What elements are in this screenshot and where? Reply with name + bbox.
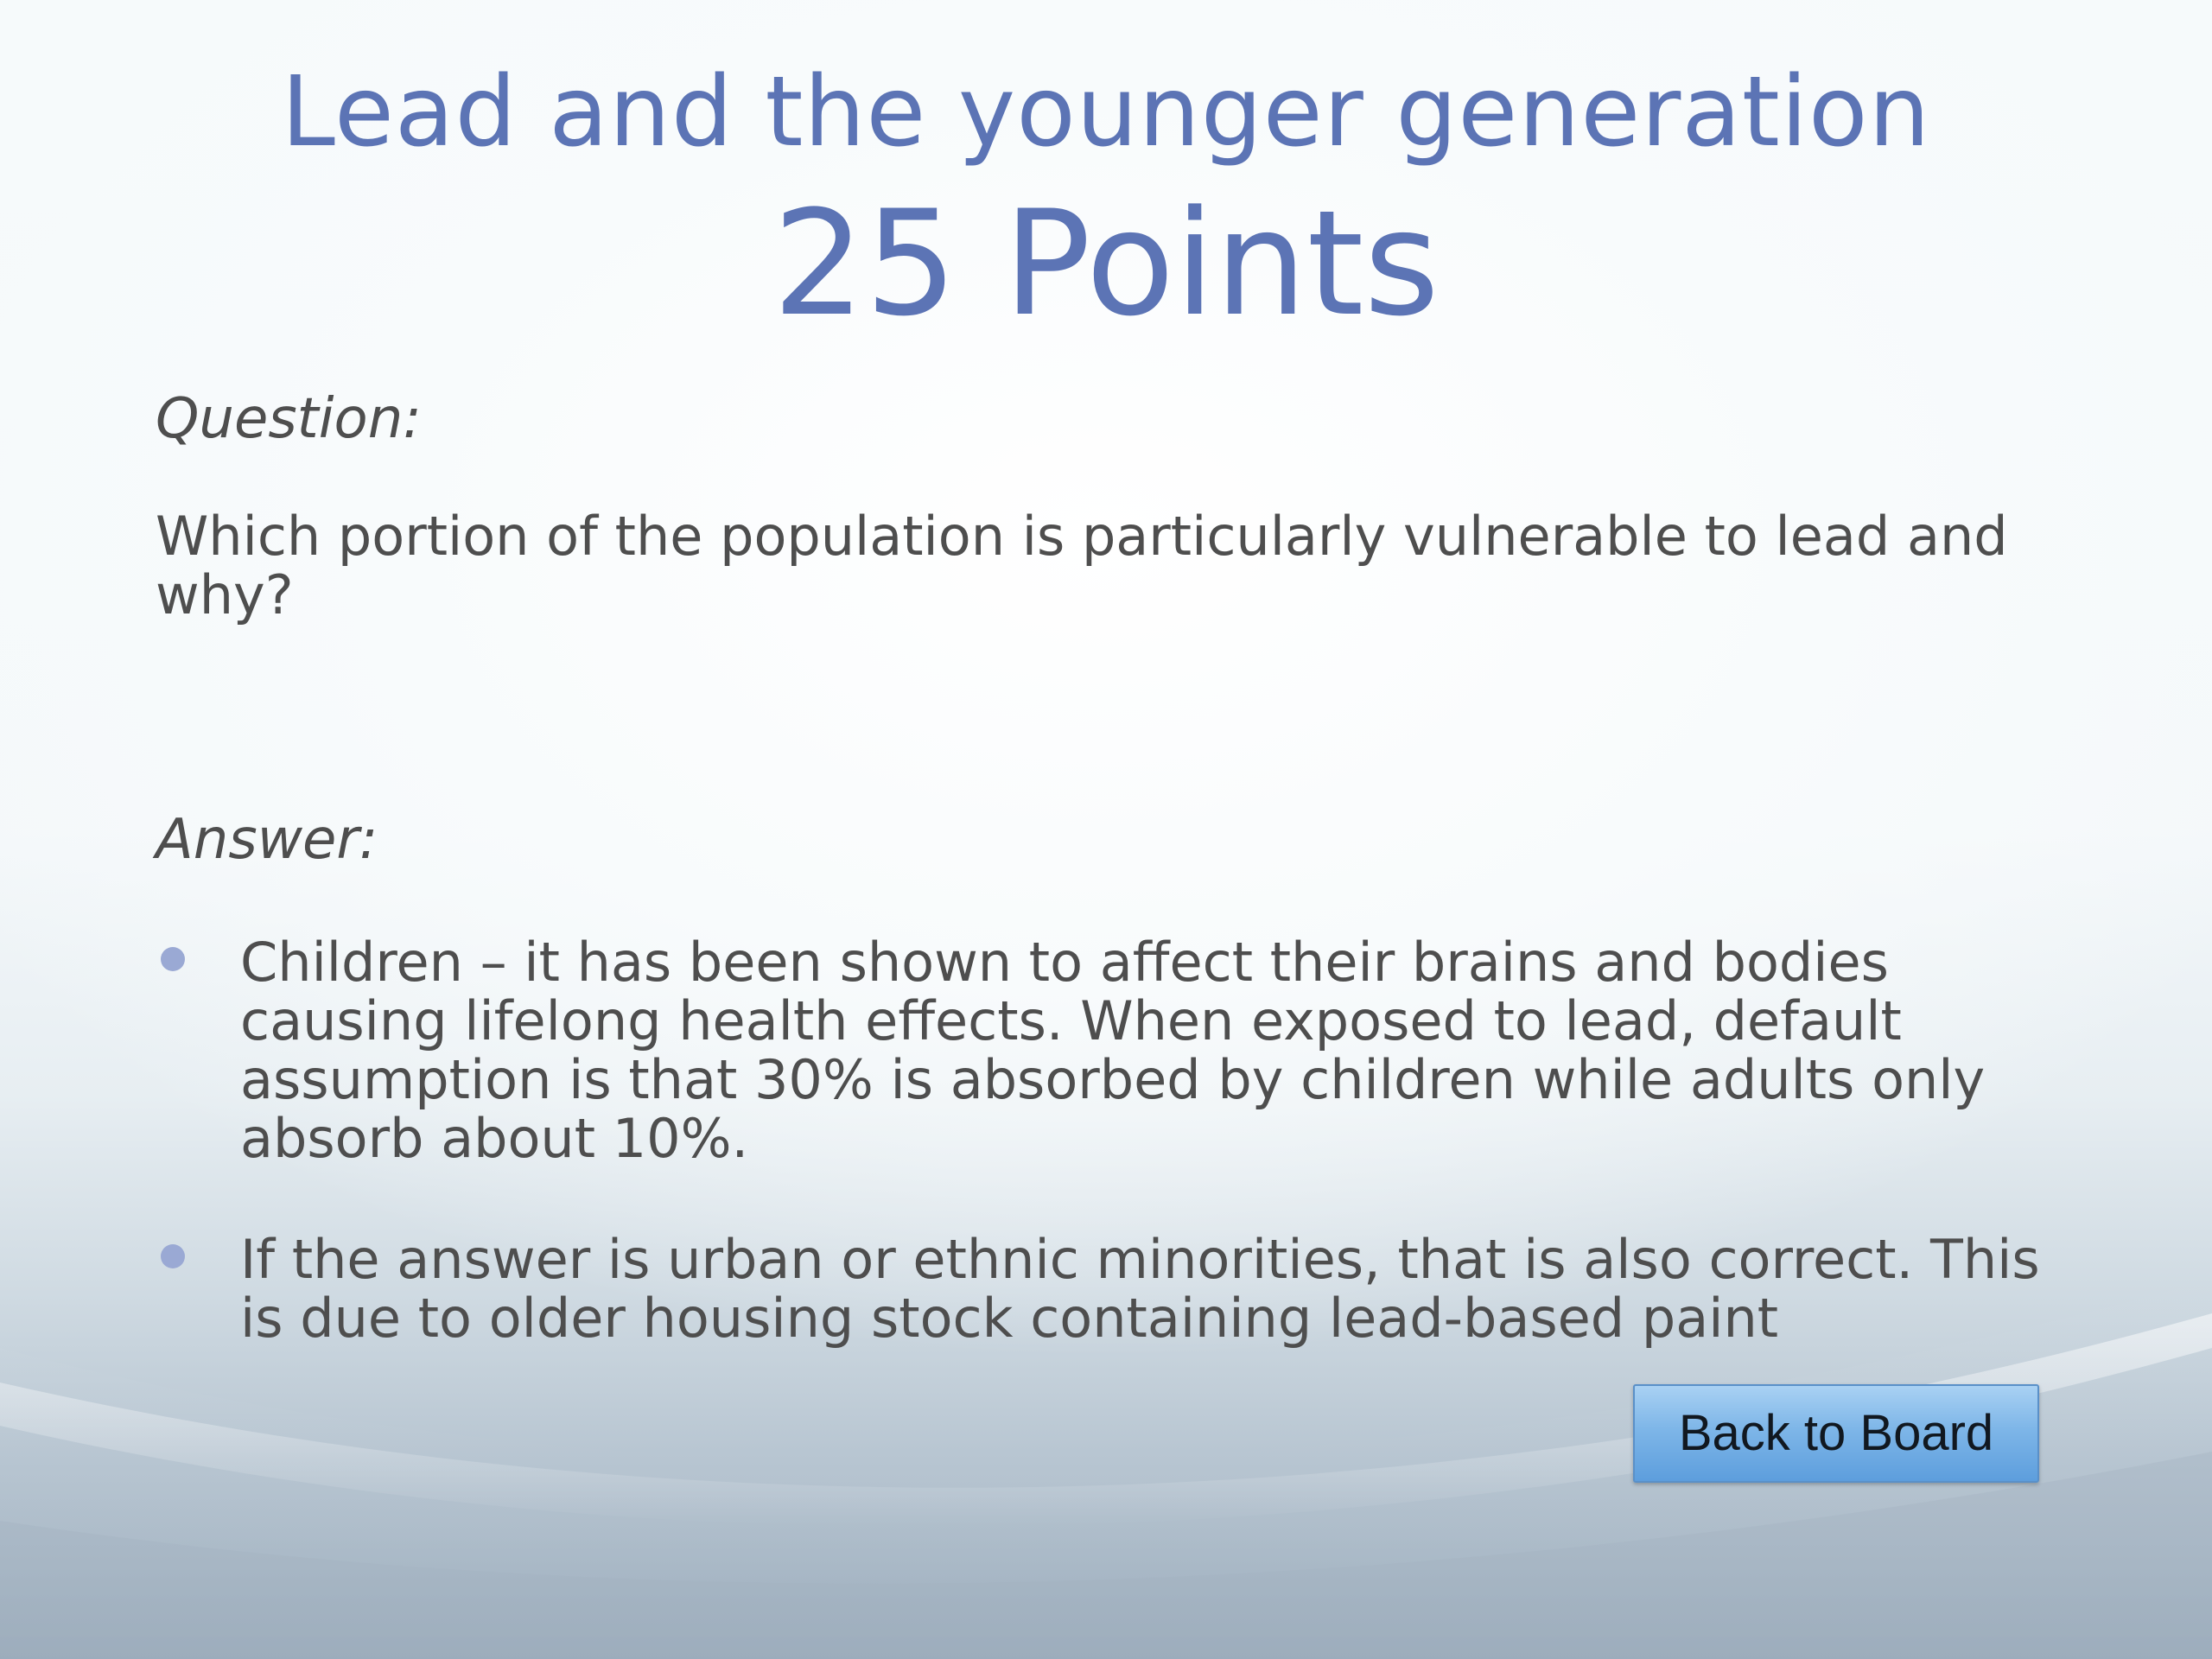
back-to-board-button[interactable]: Back to Board (1633, 1384, 2039, 1483)
points-value: 25 Points (772, 179, 1440, 348)
answer-item (156, 933, 2082, 1168)
question-label: Question: (156, 387, 422, 451)
answer-item (156, 1230, 2082, 1348)
slide-title: Lead and the younger generation (281, 56, 1931, 168)
answer-label: Answer: (156, 808, 378, 872)
bullet-icon (161, 947, 185, 971)
answer-list (156, 933, 2082, 1348)
question-text: Which portion of the population is particularly vulnerable to lead and why? (156, 505, 2008, 626)
answer-item-text: If the answer is urban or ethnic minorities, that is also correct. This is due to older housing stock containing lead-based paint (240, 1228, 2040, 1350)
answer-item-text: Children – it has been shown to affect their brains and bodies causing lifelong health effects. When exposed to lead, default assumption is that 30% is absorbed by children while adults only absorb about 10%. (240, 931, 1986, 1170)
bullet-icon (161, 1244, 185, 1268)
